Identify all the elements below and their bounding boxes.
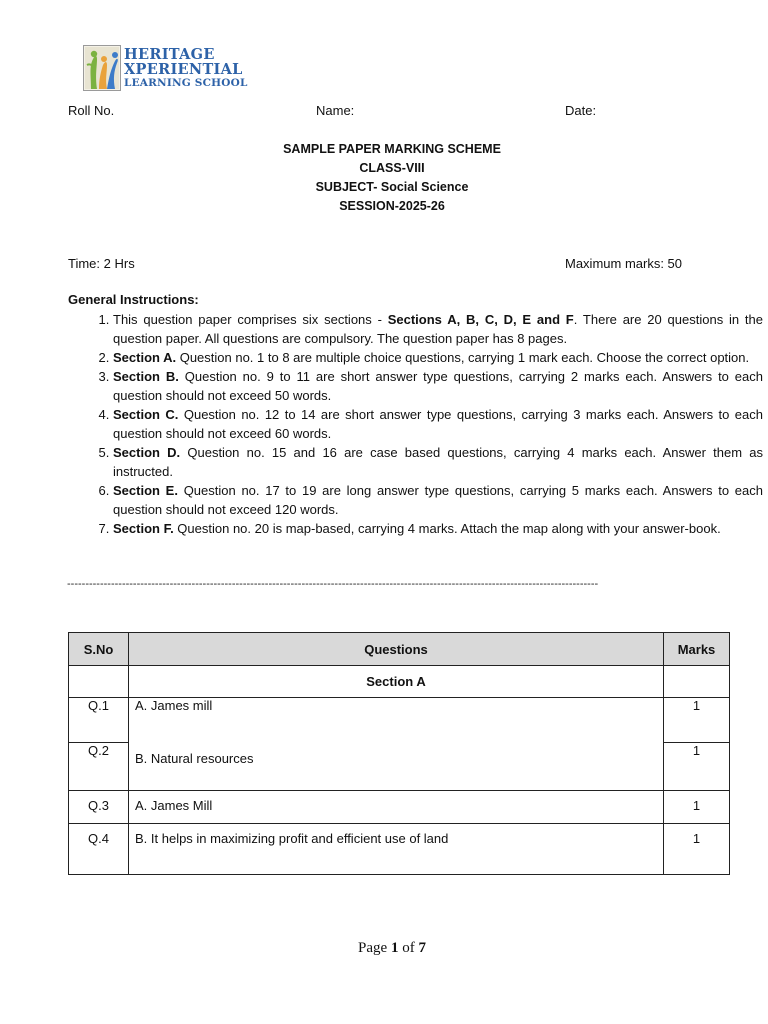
page-number: 1 (390, 940, 399, 956)
marking-scheme-table (68, 632, 730, 875)
instruction-item: 6. Section E. Question no. 17 to 19 are long answer type questions, carrying 5 marks each. Answers to each question should not exceed 120 words. (113, 481, 763, 519)
answer-text: A. James Mill (129, 791, 664, 824)
instruction-item: 2. Section A. Question no. 1 to 8 are multiple choice questions, carrying 1 mark each. Choose the correct option. (113, 348, 763, 367)
page-word: Page (358, 940, 388, 956)
question-number: Q.4 (69, 824, 129, 875)
separator-line: ------------------------------------------------------------------------------------------------------------------------------------------------- (67, 578, 599, 590)
student-info-row (68, 103, 728, 121)
table-header-row (69, 633, 730, 666)
table-row (69, 824, 730, 875)
instruction-item: 4. Section C. Question no. 12 to 14 are short answer type questions, carrying 3 marks each. Answers to each question should not exceed 60 words. (113, 405, 763, 443)
school-name-line1: HERITAGE (124, 46, 215, 63)
instruction-item: 3. Section B. Question no. 9 to 11 are short answer type questions, carrying 2 marks each. Answers to each question should not exceed 50 words. (113, 367, 763, 405)
school-name-line2: XPERIENTIAL (124, 61, 243, 78)
marks-value: 1 (664, 743, 730, 791)
page-total: 7 (418, 940, 426, 956)
table-row (69, 698, 730, 743)
header-sno: S.No (69, 633, 129, 666)
name-label: Name: (316, 103, 355, 118)
max-marks-label: Maximum marks: 50 (565, 256, 683, 271)
page-footer (0, 940, 768, 957)
question-number: Q.1 (69, 698, 129, 743)
section-row (69, 666, 730, 698)
of-word: of (402, 940, 415, 956)
answer-text: B. It helps in maximizing profit and efficient use of land (129, 824, 664, 875)
session-label: SESSION-2025-26 (339, 199, 445, 213)
header-questions: Questions (129, 633, 664, 666)
table-row (69, 743, 730, 791)
class-label: CLASS-VIII (359, 161, 425, 175)
instructions-list (68, 310, 763, 538)
subject-label: SUBJECT- Social Science (315, 180, 469, 194)
date-label: Date: (565, 103, 597, 118)
section-label: Section A (129, 666, 664, 698)
answer-text: B. Natural resources (129, 743, 664, 791)
school-emblem-icon (83, 45, 121, 91)
school-name (124, 47, 248, 90)
time-label: Time: 2 Hrs (68, 256, 135, 271)
school-logo (83, 45, 248, 93)
table-row (69, 791, 730, 824)
instruction-item: 1. This question paper comprises six sections - Sections A, B, C, D, E and F. There are 20 questions in the question paper. All questions are compulsory. The question paper has 8 pages. (113, 310, 763, 348)
school-name-line3: LEARNING SCHOOL (124, 77, 248, 89)
marks-value: 1 (664, 824, 730, 875)
question-number: Q.2 (69, 743, 129, 791)
instructions-title: General Instructions: (68, 292, 199, 307)
answer-text: A. James mill (129, 698, 664, 743)
marks-value: 1 (664, 698, 730, 743)
instruction-item: 5. Section D. Question no. 15 and 16 are case based questions, carrying 4 marks each. Answer them as instructed. (113, 443, 763, 481)
paper-title: SAMPLE PAPER MARKING SCHEME (283, 142, 501, 156)
question-number: Q.3 (69, 791, 129, 824)
roll-no-label: Roll No. (68, 103, 115, 118)
instruction-item: 7. Section F. Question no. 20 is map-based, carrying 4 marks. Attach the map along with your answer-book. (113, 519, 763, 538)
header-marks: Marks (664, 633, 730, 666)
marks-value: 1 (664, 791, 730, 824)
